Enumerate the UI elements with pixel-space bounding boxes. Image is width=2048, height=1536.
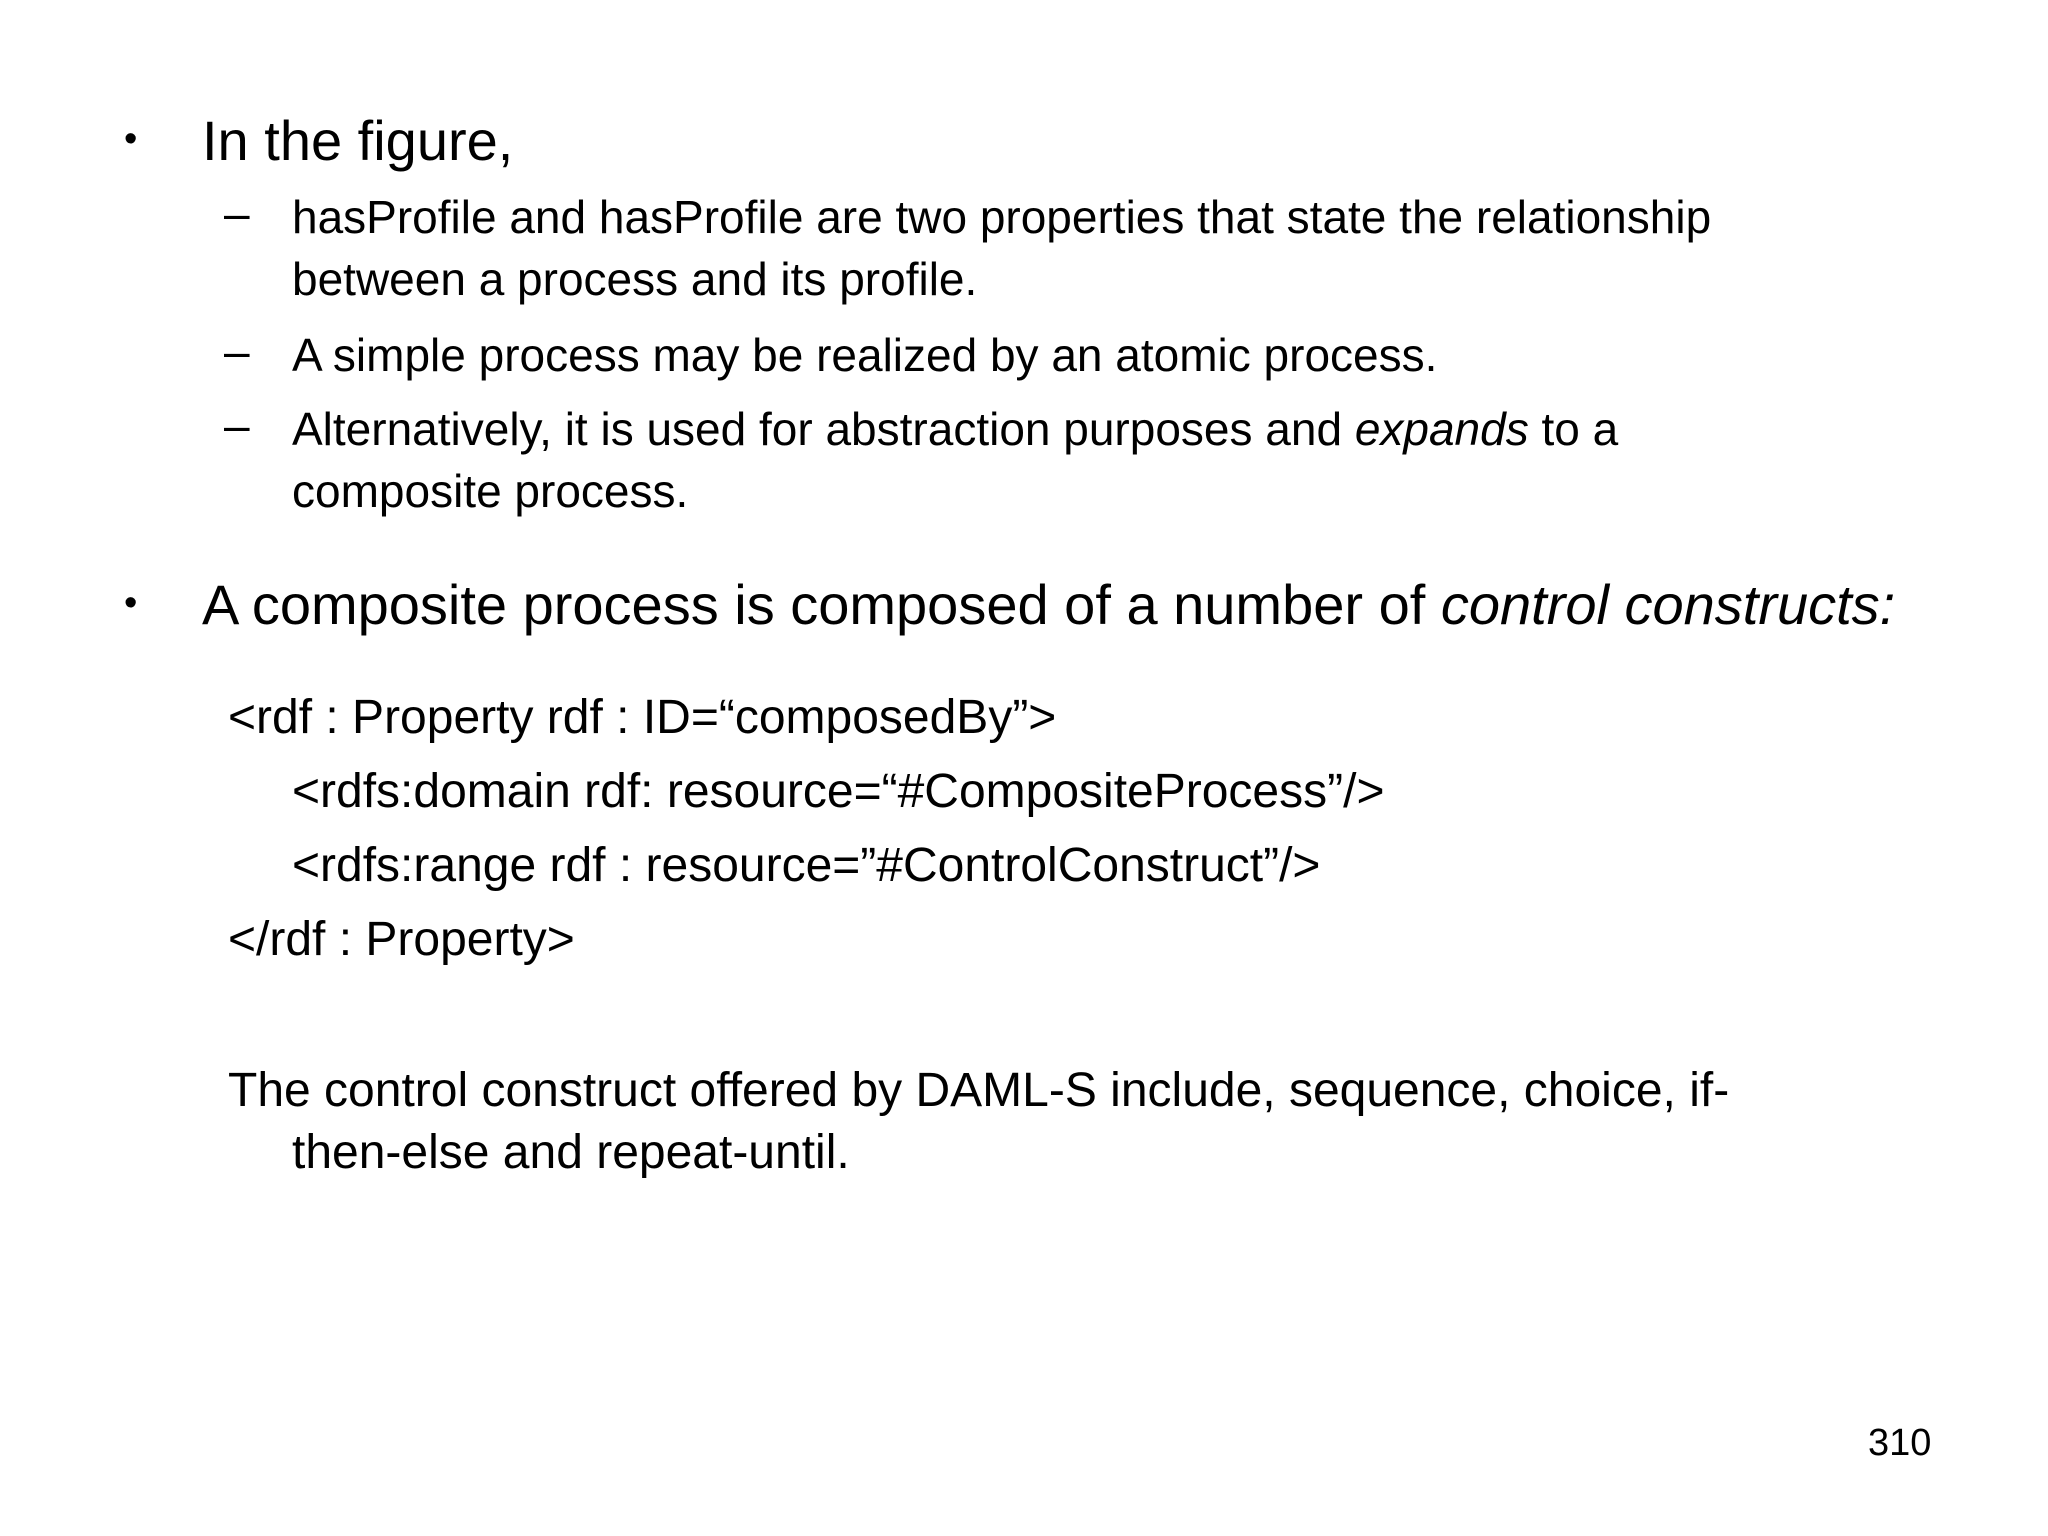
sub-item-line: Alternatively, it is used for abstraction purposes and (292, 403, 1355, 455)
emphasis-text: control constructs: (1440, 573, 1896, 636)
emphasis-text: expands (1354, 403, 1529, 455)
note-line: then-else and repeat-until. (292, 1126, 850, 1179)
code-line: <rdfs:domain rdf: resource=“#CompositeProcess”/> (292, 765, 1385, 818)
bullet-icon: • (124, 118, 138, 160)
dash-icon: – (224, 399, 250, 451)
bullet-text: In the figure, (202, 109, 514, 172)
sub-item-text (292, 186, 1972, 310)
dash-icon: – (224, 187, 250, 239)
note-paragraph (228, 1060, 1868, 1184)
bullet-text-part: A composite process is composed of a number of (202, 573, 1441, 636)
code-line: <rdfs:range rdf : resource=”#ControlConstruct”/> (292, 839, 1321, 892)
code-line: </rdf : Property> (228, 913, 575, 966)
sub-item-line: composite process. (292, 465, 689, 517)
code-line: <rdf : Property rdf : ID=“composedBy”> (228, 691, 1057, 744)
bullet-text (202, 572, 1895, 637)
note-line: The control construct offered by DAML-S include, sequence, choice, if- (228, 1064, 1730, 1117)
sub-item-line: between a process and its profile. (292, 253, 978, 305)
page-number: 310 (1868, 1422, 1932, 1464)
sub-item-text (292, 398, 1972, 522)
sub-item-line: A simple process may be realized by an atomic process. (292, 329, 1438, 381)
bullet-icon: • (124, 582, 138, 624)
sub-item-line: hasProfile and hasProfile are two properties that state the relationship (292, 191, 1712, 243)
sub-item-line: to a (1528, 403, 1619, 455)
dash-icon: – (224, 325, 250, 377)
sub-item-text (292, 324, 1972, 386)
